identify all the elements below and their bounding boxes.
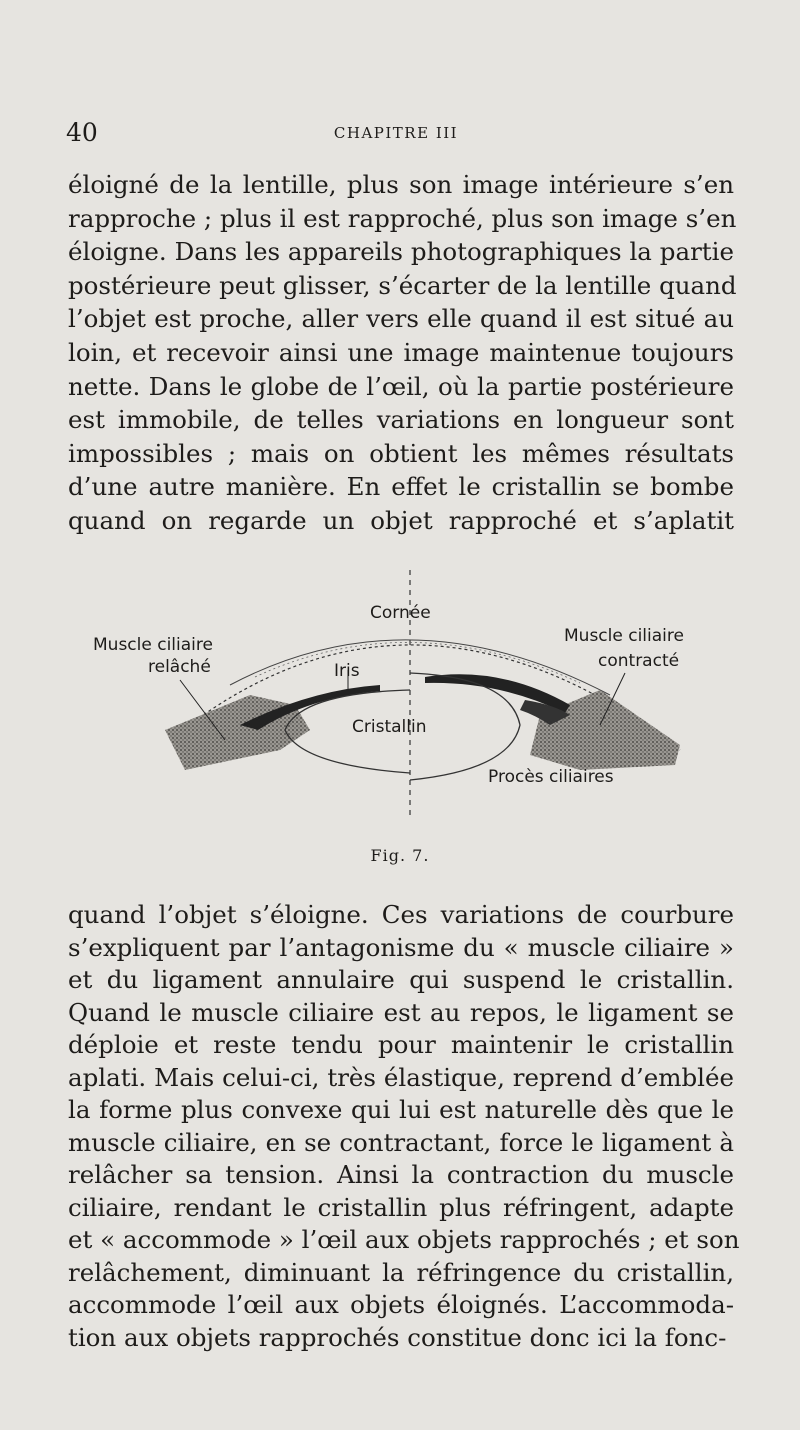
label-cornea: Cornée [370,603,431,623]
text-line: accommode l’œil aux objets éloignés. L’accommoda- [68,1290,734,1319]
figure-caption: Fig. 7. [370,846,430,865]
label-muscle-relaxed-1: Muscle ciliaire [93,635,213,655]
label-muscle-contracted-1: Muscle ciliaire [564,626,684,646]
eye-accommodation-figure [80,565,720,865]
text-line: aplati. Mais celui-ci, très élastique, reprend d’emblée [68,1062,734,1092]
text-line: Quand le muscle ciliaire est au repos, le ligament se [68,997,734,1027]
page-number: 40 [66,118,98,147]
text-line: nette. Dans le globe de l’œil, où la partie postérieure [68,371,734,401]
paragraph-top [68,168,737,538]
text-line: quand l’objet s’éloigne. Ces variations de courbure [68,900,734,929]
text-line: est immobile, de telles variations en longueur sont [68,405,734,435]
text-line: quand on regarde un objet rapproché et s’aplatit [68,505,734,535]
text-line: muscle ciliaire, en se contractant, force le ligament à [68,1127,734,1157]
text-line: relâcher sa tension. Ainsi la contraction du muscle [68,1160,734,1189]
text-line: ciliaire, rendant le cristallin plus réfringent, adapte [68,1192,734,1222]
text-line: d’une autre manière. En effet le cristallin se bombe [68,472,734,502]
cornea-inner [230,640,610,695]
text-line: impossibles ; mais on obtient les mêmes résultats [68,438,734,468]
text-line: la forme plus convexe qui lui est naturelle dès que le [68,1095,734,1124]
text-line: éloigné de la lentille, plus son image intérieure s’en [68,170,734,199]
text-line: éloigne. Dans les appareils photographiques la partie [68,237,734,267]
text-line: loin, et recevoir ainsi une image maintenue toujours [68,337,734,367]
text-line: postérieure peut glisser, s’écarter de la lentille quand [68,270,737,300]
label-muscle-contracted-2: contracté [598,651,680,671]
label-muscle-relaxed-2: relâché [148,657,211,677]
text-line: tion aux objets rapprochés constitue donc ici la fonc- [68,1322,727,1352]
text-line: relâchement, diminuant la réfringence du cristallin, [68,1257,734,1287]
text-line: rapproche ; plus il est rapproché, plus son image s’en [68,203,737,233]
text-line: et « accommode » l’œil aux objets rapprochés ; et son [68,1225,740,1254]
running-head: CHAPITRE III [333,124,459,142]
text-line: l’objet est proche, aller vers elle quand il est situé au [68,304,734,334]
text-line: s’expliquent par l’antagonisme du « muscle ciliaire » [68,932,734,962]
text-line: déploie et reste tendu pour maintenir le cristallin [68,1030,734,1059]
label-iris: Iris [334,661,360,681]
paragraph-bottom [68,899,740,1354]
text-line: et du ligament annulaire qui suspend le cristallin. [68,965,734,994]
label-lens: Cristallin [352,717,427,737]
label-ciliary-processes: Procès ciliaires [488,767,614,787]
page-header [66,118,726,152]
